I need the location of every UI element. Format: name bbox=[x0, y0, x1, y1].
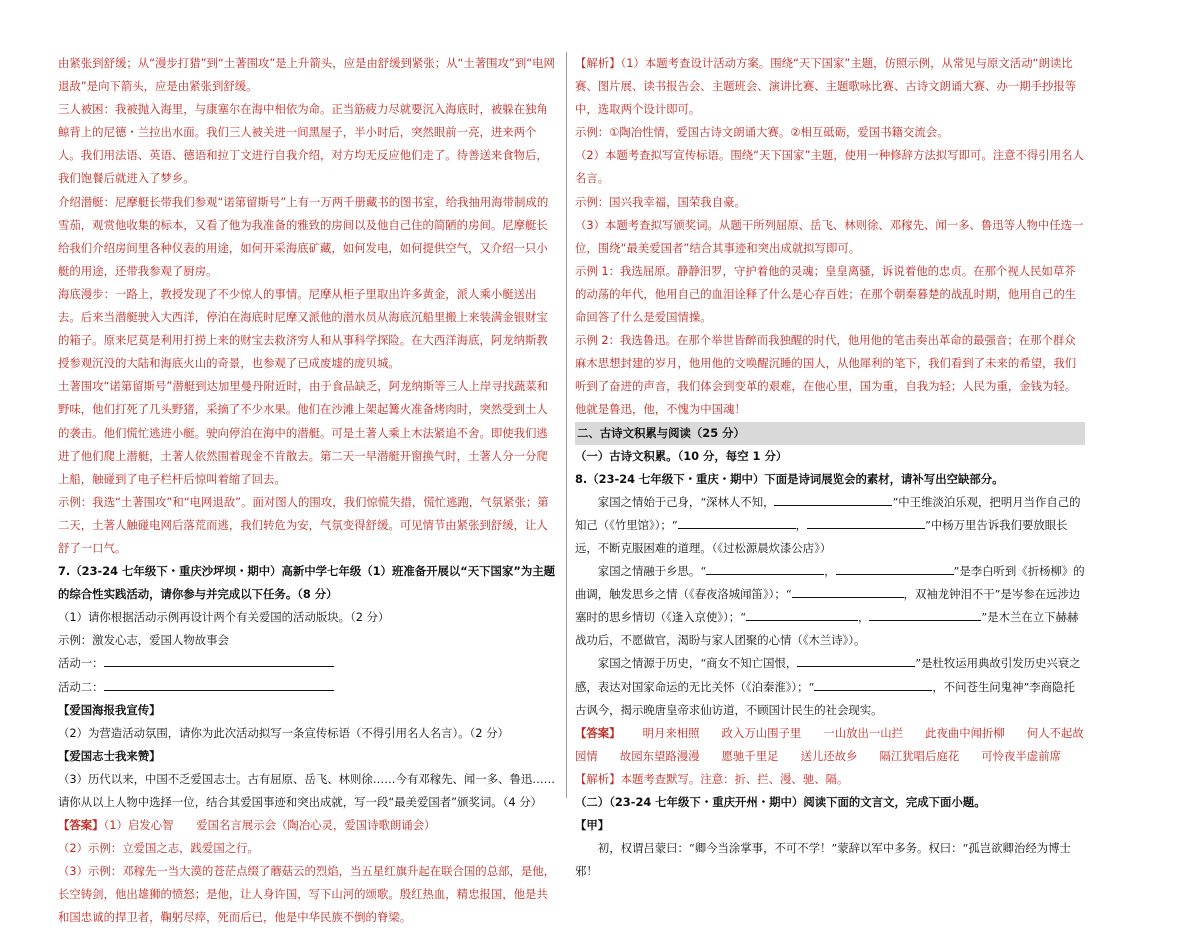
answer-item: 送儿还故乡 bbox=[800, 748, 858, 763]
plot-example: 示例：我选“土著围攻”和“电网退敌”。面对图人的围攻，我们惊慌失措，慌忙逃跑，气氛紧张；第二天，土著人触碰电网后落荒而逃，我们转危为安，气氛变得舒缓。可见情节由紧张到舒缓，让人舒了一口气。 bbox=[58, 494, 549, 555]
fill-blank[interactable] bbox=[807, 516, 925, 529]
fill-blank[interactable] bbox=[706, 562, 824, 575]
activity-1-blank[interactable] bbox=[104, 654, 334, 667]
question-7-3: （3）历代以来，中国不乏爱国志士。古有屈原、岳飞、林则徐……今有邓稼先、闻一多、鲁迅……请你从以上人物中选择一位，结合其爱国事迹和突出成就，写一段“最美爱国者”颁奖词。（4 分） bbox=[58, 771, 556, 809]
heading-poster: 【爱国海报我宣传】 bbox=[58, 702, 161, 717]
heading-hero: 【爱国志士我来赞】 bbox=[58, 748, 161, 763]
fill-blank[interactable] bbox=[869, 608, 981, 621]
answer-item: 愿驰千里足 bbox=[721, 748, 779, 763]
answer-item: 政入万山围子里 bbox=[721, 725, 802, 740]
question-7-example: 示例：激发心志，爱国人物故事会 bbox=[58, 633, 229, 648]
analysis-3-example-1: 示例 1：我选屈原。静静汨罗，守护着他的灵魂；皇皇离骚，诉说着他的忠贞。在那个视人民如草芥的动荡的年代，他用自己的血泪诠释了什么是心存百姓；在那个朝秦暮楚的战乱时期，他用自己的生命回答了什么是爱国情操。 bbox=[575, 263, 1077, 325]
fill-blank[interactable] bbox=[774, 493, 892, 506]
analysis-3-example-2: 示例 2：我选鲁迅。在那个举世皆醉而我独醒的时代，他用他的笔击奏出革命的最强音；在那个群众麻木思想封建的岁月，他用他的文唤醒沉睡的国人，从他犀利的笔下，我们看到了未来的希望，我们听到了奋进的声音，我们体会到变革的艰难，在他心里，国为重，自我为轻；人民为重，金钱为轻。他就是鲁迅，他，不愧为中国魂！ bbox=[575, 333, 1077, 417]
answer-1: 【答案】（1）启发心智 爱国名言展示会（陶冶心灵，爱国诗歌朗诵会） bbox=[58, 818, 436, 833]
question-7-2: （2）为营造活动氛围，请你为此次活动拟写一条宣传标语（不得引用名人名言）。（2 分） bbox=[58, 725, 509, 740]
answer-item: 何人不起故园情 bbox=[575, 725, 1084, 763]
poem-paragraph-2: 家国之情融于乡思。“ ， ”是李白听到《折杨柳》的曲调，触发思乡之情（《春夜洛城闻笛》）；“ ，双袖龙钟泪不干”是岑参在远涉边塞时的思乡情切（《逢入京使》）；“ ， ”是木兰在立下赫赫战功后，不愿做官，渴盼与家人团聚的心情（《木兰诗》）。 bbox=[575, 564, 1085, 648]
analysis-2-example: 示例：国兴我幸福，国荣我自豪。 bbox=[575, 194, 746, 209]
plot-trapped: 三人被困：我被抛入海里，与康塞尔在海中相依为命。正当筋疲力尽就要沉入海底时，被躲在独角鲸背上的尼德・兰拉出水面。我们三人被关进一间黑屋子，半小时后，突然眼前一亮，进来两个人。我们用法语、英语、德语和拉丁文进行自我介绍，对方均无反应他们走了。待善送来食物后，我们饱餐后就进入了梦乡。 bbox=[58, 102, 548, 186]
answer-3: （3）示例：邓稼先一当大漠的苍茫点缀了蘑菇云的烈焰，当五星红旗升起在联合国的总部，是他，长空铸剑，他出雄狮的愤怒；是他，让人身许国，写下山河的颂歌。殷红热血，精忠报国，他是共和国忠诚的捍卫者，鞠躬尽瘁，死而后已，他是中华民族不倒的脊梁。 bbox=[58, 864, 556, 925]
column-divider bbox=[566, 52, 567, 798]
poem-paragraph-1: 家国之情始于己身，“深林人不知， ”中王维淡泊乐观，把明月当作自己的知己（《竹里馆》）；“ ， ”中杨万里告诉我们要放眼长远，不断克服困难的道理。（《过松源晨炊漆公店》） bbox=[575, 494, 1081, 555]
activity-2-line: 活动二： bbox=[58, 676, 558, 699]
passage-jia-label: 【甲】 bbox=[575, 818, 610, 833]
answer-item: 隔江犹唱后庭花 bbox=[879, 748, 960, 763]
fill-blank[interactable] bbox=[836, 562, 954, 575]
analysis-dictation: 【解析】本题考查默写。注意：折、拦、漫、驰、隔。 bbox=[575, 771, 849, 786]
activity-2-blank[interactable] bbox=[104, 678, 334, 691]
analysis-1: 【解析】（1）本题考查设计活动方案。围绕“天下国家”主题，仿照示例，从常见与原文活动“朗读比赛、图片展、读书报告会、主题班会、演讲比赛、主题歌咏比赛、古诗文朗诵大赛、办一期手抄报等中，选取两个设计即可。 bbox=[575, 56, 1077, 117]
answer-item: 一山放出一山拦 bbox=[823, 725, 904, 740]
fill-blank[interactable] bbox=[814, 678, 932, 691]
analysis-1-example: 示例：①陶冶性情，爱国古诗文朗诵大赛。②相互砥砺，爱国书籍交流会。 bbox=[575, 125, 949, 140]
subsection-1-heading: （一）古诗文积累。（10 分，每空 1 分） bbox=[575, 448, 788, 463]
question-7-title: 7.（23-24 七年级下・重庆沙坪坝・期中）高新中学七年级（1）班准备开展以“天下国家”为主题的综合性实践活动，请你参与并完成以下任务。（8 分） bbox=[58, 564, 556, 602]
subsection-2-heading: （二）（23-24 七年级下・重庆开州・期中）阅读下面的文言文，完成下面小题。 bbox=[575, 795, 986, 809]
plot-natives-siege: 土著围攻“诺第留斯号”潜艇到达加里曼丹附近时，由于食品缺乏，阿龙纳斯等三人上岸寻找蔬菜和野味，他们打死了几头野猪，采摘了不少水果。他们在沙滩上架起篝火准备烤肉时，突然受到土人的袭击。他们慌忙逃进小艇。驶向停泊在海中的潜艇。可是土著人乘上木法紧追不舍。即使我们逃进了他们爬上潜艇，土著人依然围着现金不肯散去。第二天一早潜艇开窗换气时，土著人分一分爬上船，触碰到了电子栏杆后惊叫着缩了回去。 bbox=[58, 379, 549, 486]
answer-item: 可怜夜半虚前席 bbox=[981, 748, 1061, 763]
analysis-3: （3）本题考查拟写颁奖词。从题干所列屈原、岳飞、林则徐、邓稼先、闻一多、鲁迅等人物中任选一位，围绕“最美爱国者”结合其事迹和突出成就拟写即可。 bbox=[575, 217, 1084, 255]
plot-seafloor-walk: 海底漫步：一路上，教授发现了不少惊人的事情。尼摩从柜子里取出许多黄金，派人乘小艇送出去。后来当潜艇驶入大西洋，停泊在海底时尼摩又派他的潜水员从海底沉船里搬上来装满金银财宝的箱子。原来尼莫是利用打捞上来的财宝去救济穷人和从事科学探险。在大西洋海底，阿龙纳斯教授参观沉没的大陆和海底火山的奇景，也参观了已成废墟的庞贝城。 bbox=[58, 286, 548, 371]
activity-1-line: 活动一： bbox=[58, 652, 558, 675]
section-2-heading: 二、古诗文积累与阅读（25 分） bbox=[575, 422, 1085, 445]
plot-submarine: 介绍潜艇：尼摩艇长带我们参观“诺第留斯号”上有一万两千册藏书的图书室，给我抽用海带制成的雪茄，观赏他收集的标本，又看了他为我准备的雅致的房间以及他自己住的简陋的房间。尼摩艇长给我们介绍房间里各种仪表的用途，如何开采海底矿藏，如何发电，如何提供空气，又介绍一只小艇的用途，还带我参观了厨房。 bbox=[58, 194, 549, 278]
left-column bbox=[58, 52, 558, 930]
answers-line: 【答案】 明月来相照 政入万山围子里 一山放出一山拦 此夜曲中闻折柳 何人不起故园情 故园东望路漫漫 愿驰千里足 送儿还故乡 隔江犹唱后庭花 可怜夜半虚前席 bbox=[575, 725, 1084, 763]
answer-item: 此夜曲中闻折柳 bbox=[925, 725, 1005, 740]
answer-2: （2）示例：立爱国之志，践爱国之行。 bbox=[58, 841, 259, 856]
fill-blank[interactable] bbox=[746, 608, 858, 621]
answer-item: 明月来相照 bbox=[642, 725, 700, 740]
question-7-1: （1）请你根据活动示例再设计两个有关爱国的活动版块。（2 分） bbox=[58, 610, 390, 625]
fill-blank[interactable] bbox=[678, 516, 796, 529]
right-column bbox=[575, 52, 1085, 883]
question-8-title: 8.（23-24 七年级下・重庆・期中）下面是诗词展览会的素材，请补写出空缺部分。 bbox=[575, 471, 1004, 486]
poem-paragraph-3: 家国之情源于历史，“商女不知亡国恨， ”是杜牧运用典故引发历史兴衰之感，表达对国家命运的无比关怀（《泊秦淮》）；“ ，不问苍生问鬼神”李商隐托古讽今，揭示晚唐皇帝求仙访道，不顾国计民生的社会现实。 bbox=[575, 656, 1081, 717]
answer-continuation: 由紧张到舒缓；从“漫步打猎”到“土著围攻”是上升箭头，应是由舒缓到紧张；从“土著围攻”到“电网退敌”是向下箭头，应是由紧张到舒缓。 bbox=[58, 56, 555, 94]
fill-blank[interactable] bbox=[792, 585, 904, 598]
fill-blank[interactable] bbox=[797, 654, 915, 667]
passage-text: 初，权谓吕蒙曰：“卿今当涂掌事，不可不学！”蒙辞以军中多务。权曰：“孤岂欲卿治经为博士邪！ bbox=[575, 841, 1071, 879]
analysis-2: （2）本题考查拟写宣传标语。围绕“天下国家”主题，使用一种修辞方法拟写即可。注意不得引用名人名言。 bbox=[575, 148, 1084, 186]
answer-item: 故园东望路漫漫 bbox=[619, 748, 700, 763]
